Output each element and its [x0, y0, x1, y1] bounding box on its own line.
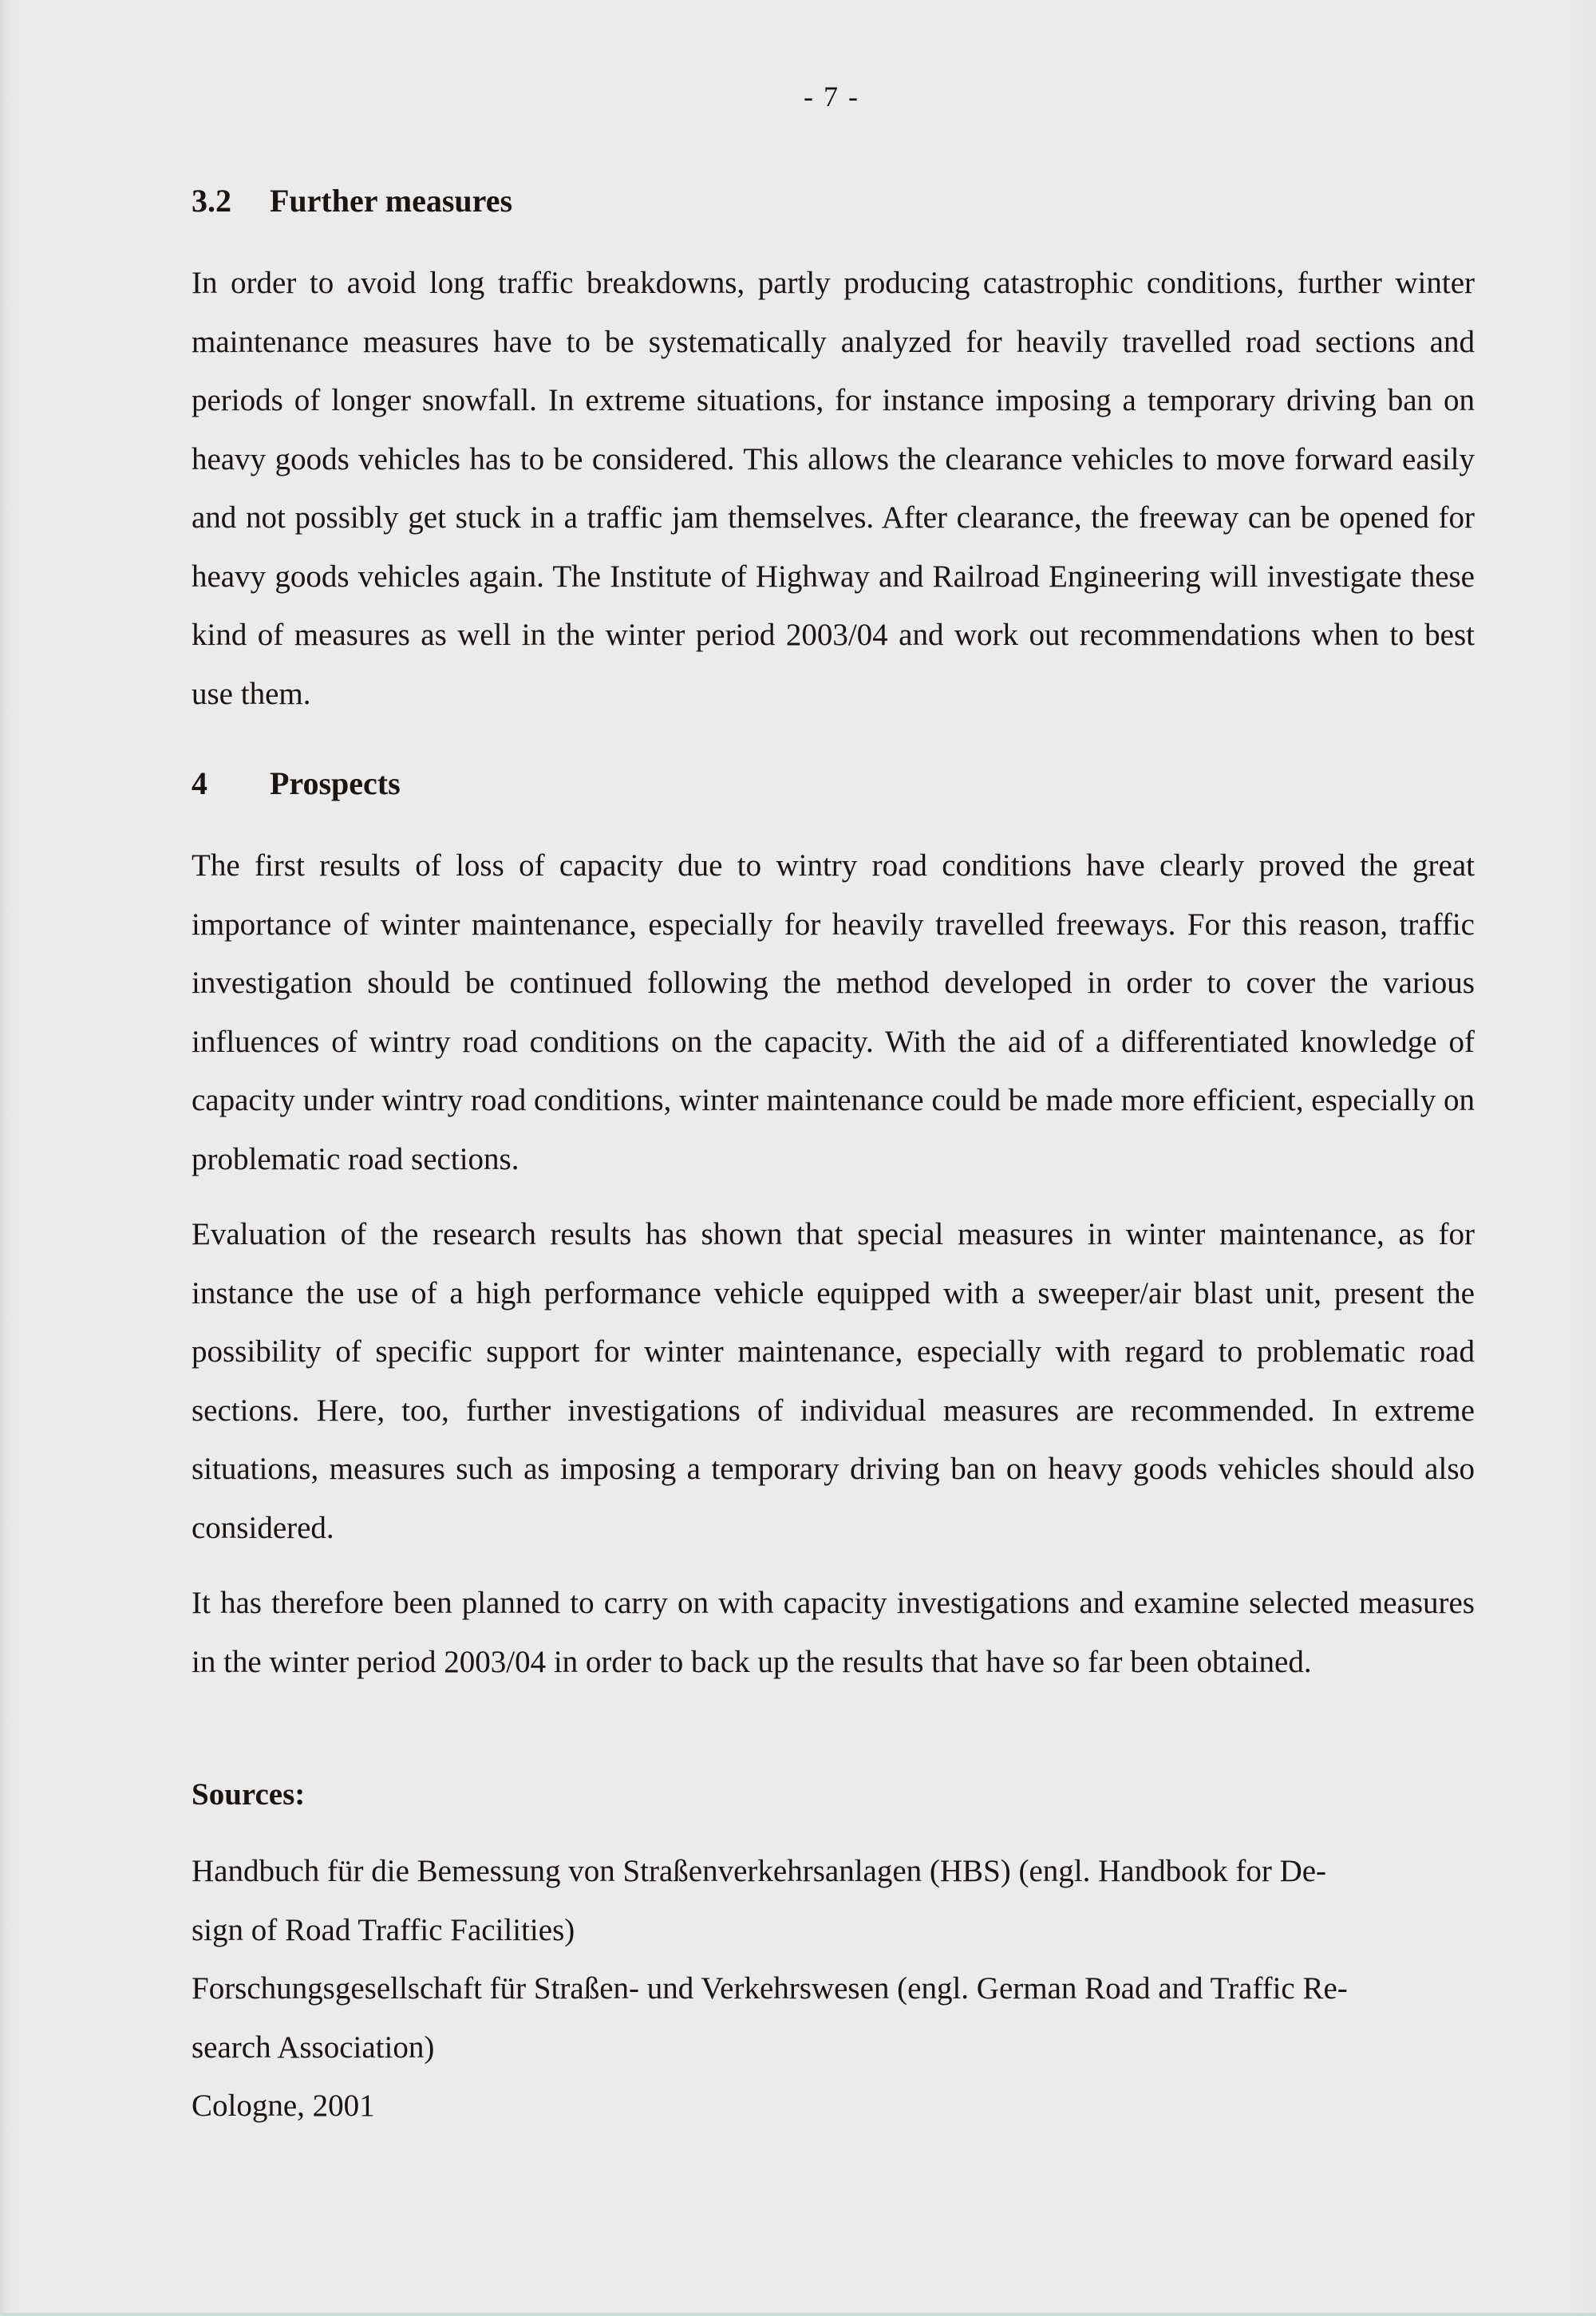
section-4-heading [192, 765, 401, 802]
sources-label: Sources: [192, 1777, 306, 1812]
source-line: Forschungsgesellschaft für Straßen- und Verkehrswesen (engl. German Road and Traffic Re- [192, 1971, 1348, 2006]
source-line: Cologne, 2001 [192, 2089, 375, 2123]
section-3-2-heading [192, 182, 512, 219]
sources-list [192, 1842, 1475, 2136]
prospects-paragraph-1: The first results of loss of capacity due to wintry road conditions have clearly proved the great importance of winter maintenance, especially for heavily travelled freeways. For this reason, traffic investigation should be continued following the method developed in order to cover the various influences of wintry road conditions on the capacity. With the aid of a differentiated knowledge of capacity under wintry road conditions, winter maintenance could be made more efficient, especially on problematic road sections. [192, 848, 1475, 1176]
scan-edge [0, 2313, 1596, 2316]
section-title: Further measures [270, 183, 513, 219]
source-line: sign of Road Traffic Facilities) [192, 1912, 575, 1947]
source-line: Handbuch für die Bemessung von Straßenverkehrsanlagen (HBS) (engl. Handbook for De- [192, 1854, 1327, 1888]
further-measures-paragraph: In order to avoid long traffic breakdowns, partly producing catastrophic conditions, further winter maintenance measures have to be systematically analyzed for heavily travelled road sections and periods of longer snowfall. In extreme situations, for instance imposing a temporary driving ban on heavy goods vehicles has to be considered. This allows the clearance vehicles to move forward easily and not possibly get stuck in a traffic jam themselves. After clearance, the freeway can be opened for heavy goods vehicles again. The Institute of Highway and Railroad Engineering will investigate these kind of measures as well in the winter period 2003/04 and work out recommendations when to best use them. [192, 266, 1475, 711]
section-title: Prospects [270, 765, 401, 801]
prospects-paragraph-2: Evaluation of the research results has shown that special measures in winter maintenance, as for instance the use of a high performance vehicle equipped with a sweeper/air blast unit, present the possibility of specific support for winter maintenance, especially with regard to problematic road sections. Here, too, further investigations of individual measures are recommended. In extreme situations, measures such as imposing a temporary driving ban on heavy goods vehicles should also considered. [192, 1217, 1475, 1545]
page-number: - 7 - [804, 81, 859, 113]
source-line: search Association) [192, 2029, 435, 2065]
section-number: 3.2 [192, 183, 231, 219]
section-number: 4 [192, 765, 207, 801]
prospects-paragraph-3: It has therefore been planned to carry on with capacity investigations and examine selected measures in the winter period 2003/04 in order to back up the results that have so far been obtained. [192, 1586, 1475, 1679]
